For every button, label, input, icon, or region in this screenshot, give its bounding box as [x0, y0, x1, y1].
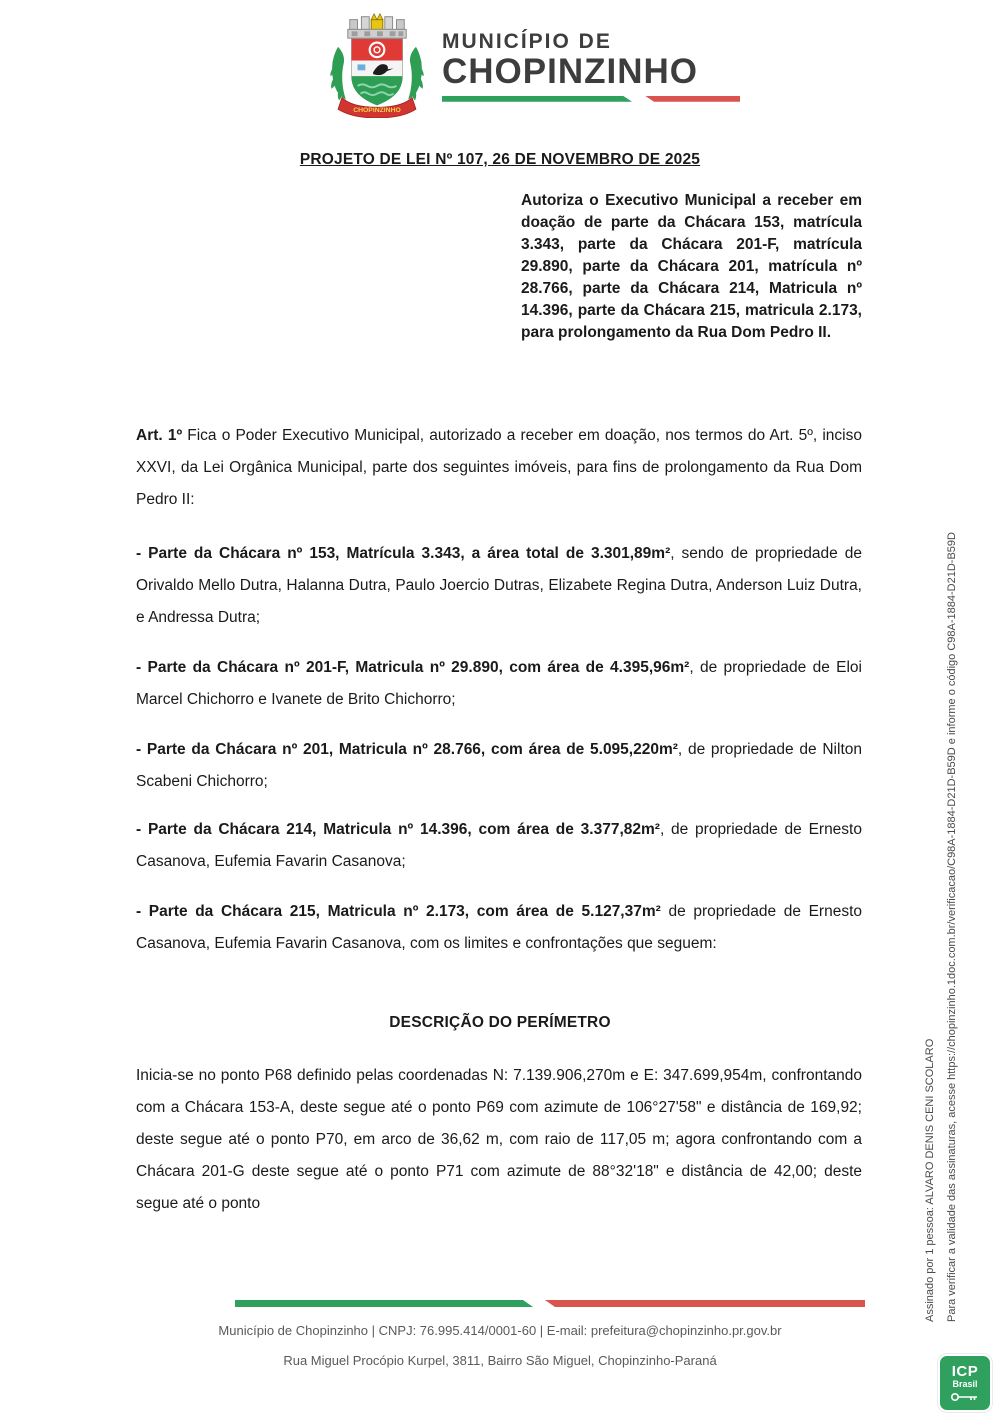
item-rest-text: , de propriedade de Ernesto Casanova, Eufemia Favarin Casanova;: [136, 821, 862, 870]
crest-ribbon-label: CHOPINZINHO: [353, 107, 401, 115]
item-rest-text: de propriedade de Ernesto Casanova, Eufemia Favarin Casanova, com os limites e confrontações que seguem:: [136, 903, 863, 952]
municipal-logo: [328, 6, 740, 118]
red-bar: [545, 1300, 865, 1307]
item-bold-text: - Parte da Chácara nº 201-F, Matricula nº 29.890, com área de 4.395,96m²: [136, 659, 690, 676]
signature-verification-line: Para verificar a validade das assinaturas, acesse https://chopinzinho.1doc.com.br/verificacao/C98A-1884-D21D-B59D e informe o código C98A-1884-D21D-B59D: [946, 532, 958, 1322]
section-heading-descricao-perimetro: DESCRIÇÃO DO PERÍMETRO: [389, 1014, 611, 1031]
logo-color-bars: [442, 96, 740, 102]
logo-text: [442, 6, 740, 102]
list-item-chacara-201: [136, 734, 862, 798]
footer-contact-line: Município de Chopinzinho | CNPJ: 76.995.414/0001-60 | E-mail: prefeitura@chopinzinho.pr.gov.br: [218, 1323, 782, 1338]
signature-signer-line: Assinado por 1 pessoa: ALVARO DENIS CENI SCOLARO: [924, 1038, 936, 1322]
item-bold-text: - Parte da Chácara 214, Matricula nº 14.396, com área de 3.377,82m²: [136, 821, 660, 838]
ementa-paragraph: Autoriza o Executivo Municipal a receber em doação de parte da Chácara 153, matrícula 3.343, parte da Chácara 201-F, matrícula 29.890, parte da Chácara 201, matrícula nº 28.766, parte da Chácara 214, Matricula nº 14.396, parte da Chácara 215, matricula 2.173, para prolongamento da Rua Dom Pedro II.: [521, 192, 862, 341]
footer-address-line: Rua Miguel Procópio Kurpel, 3811, Bairro São Miguel, Chopinzinho-Paraná: [283, 1353, 717, 1368]
perimeter-paragraph: Inicia-se no ponto P68 definido pelas coordenadas N: 7.139.906,270m e E: 347.699,954m, confrontando com a Chácara 153-A, deste segue até o ponto P69 com azimute de 106°27'58" e distância de 169,92; deste segue até o ponto P70, em arco de 36,62 m, com raio de 117,05 m; agora confrontando com a Chácara 201-G deste segue até o ponto P71 com azimute de 88°32'18" e distância de 42,00; deste segue até o ponto: [136, 1067, 862, 1212]
list-item-chacara-153: [136, 538, 862, 634]
icp-label: ICP: [951, 1363, 979, 1381]
list-item-chacara-214: [136, 814, 862, 878]
item-bold-text: - Parte da Chácara nº 201, Matricula nº 28.766, com área de 5.095,220m²: [136, 741, 678, 758]
item-rest-text: , de propriedade de Nilton Scabeni Chichorro;: [136, 741, 862, 790]
article-1-text: Fica o Poder Executivo Municipal, autorizado a receber em doação, nos termos do Art. 5º, inciso XXVI, da Lei Orgânica Municipal, parte dos seguintes imóveis, para fins de prolongamento da Rua Dom Pedro II:: [136, 427, 862, 508]
item-bold-text: - Parte da Chácara 215, Matricula nº 2.173, com área de 5.127,37m²: [136, 903, 661, 920]
item-bold-text: - Parte da Chácara nº 153, Matrícula 3.343, a área total de 3.301,89m²: [136, 545, 671, 562]
document-title: PROJETO DE LEI Nº 107, 26 DE NOVEMBRO DE 2025: [299, 151, 701, 168]
list-item-chacara-201f: [136, 652, 862, 716]
article-1-paragraph: [136, 420, 862, 516]
icp-brasil-badge: [938, 1354, 992, 1412]
item-rest-text: , de propriedade de Eloi Marcel Chichorro e Ivanete de Brito Chichorro;: [136, 659, 862, 708]
green-bar: [235, 1300, 533, 1307]
green-bar: [442, 96, 632, 102]
item-rest-text: , sendo de propriedade de Orivaldo Mello Dutra, Halanna Dutra, Paulo Joercio Dutras, Elizabete Regina Dutra, Anderson Luiz Dutra, e Andressa Dutra;: [136, 545, 862, 626]
list-item-chacara-215: [136, 896, 862, 960]
key-icon: [950, 1392, 980, 1402]
coat-of-arms-icon: [328, 6, 426, 118]
logo-municipio-de: MUNICÍPIO DE: [442, 30, 612, 53]
icp-brasil-label: Brasil: [952, 1379, 978, 1390]
article-1-label: Art. 1º: [136, 427, 183, 444]
red-bar: [645, 96, 740, 102]
footer-color-bars: [235, 1300, 865, 1307]
logo-chopinzinho: CHOPINZINHO: [442, 52, 698, 91]
